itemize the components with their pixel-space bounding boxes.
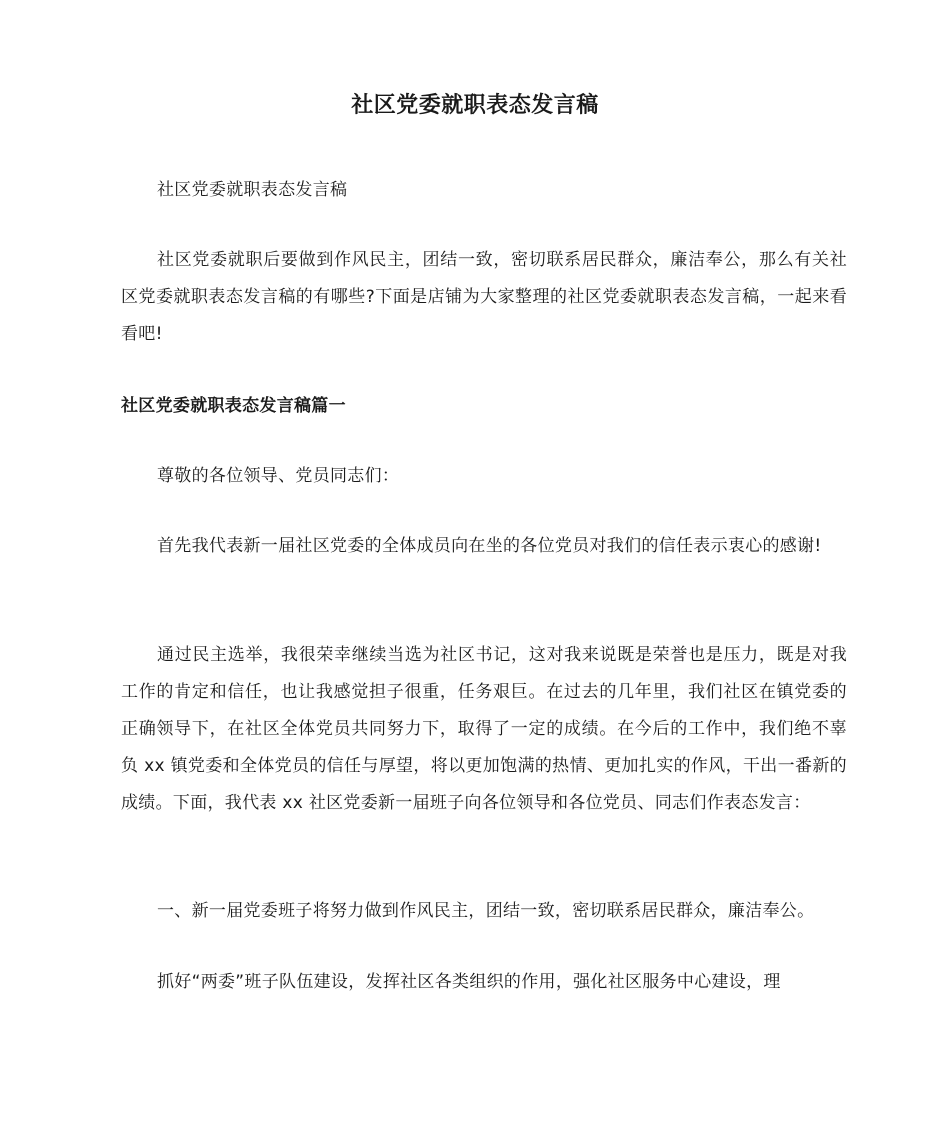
document-title: 社区党委就职表态发言稿	[351, 93, 599, 118]
point-one-paragraph: 一、新一届党委班子将努力做到作风民主，团结一致，密切联系居民群众，廉洁奉公。	[157, 901, 815, 921]
last-paragraph: 抓好“两委”班子队伍建设，发挥社区各类组织的作用，强化社区服务中心建设，理	[157, 972, 781, 992]
section-heading: 社区党委就职表态发言稿篇一	[121, 396, 346, 416]
salutation-paragraph: 尊敬的各位领导、党员同志们：	[157, 466, 400, 486]
election-paragraph: 通过民主选举，我很荣幸继续当选为社区书记，这对我来说既是荣誉也是压力，既是对我工作的肯定和信任，也让我感觉担子很重，任务艰巨。在过去的几年里，我们社区在镇党委的正确领导下，在社区全体党员共同努力下，取得了一定的成绩。在今后的工作中，我们绝不辜负 xx 镇党委和全体党员的信任与厚望，将以更加饱满的热情、更加扎实的作风，干出一番新的成绩。下面，我代表 xx 社区党委新一届班子向各位领导和各位党员、同志们作表态发言：	[121, 645, 847, 813]
thanks-paragraph: 首先我代表新一届社区党委的全体成员向在坐的各位党员对我们的信任表示衷心的感谢!	[157, 536, 822, 556]
intro-paragraph: 社区党委就职后要做到作风民主，团结一致，密切联系居民群众，廉洁奉公，那么有关社区党委就职表态发言稿的有哪些?下面是店铺为大家整理的社区党委就职表态发言稿，一起来看看吧!	[121, 250, 847, 344]
subtitle-paragraph: 社区党委就职表态发言稿	[157, 180, 348, 200]
